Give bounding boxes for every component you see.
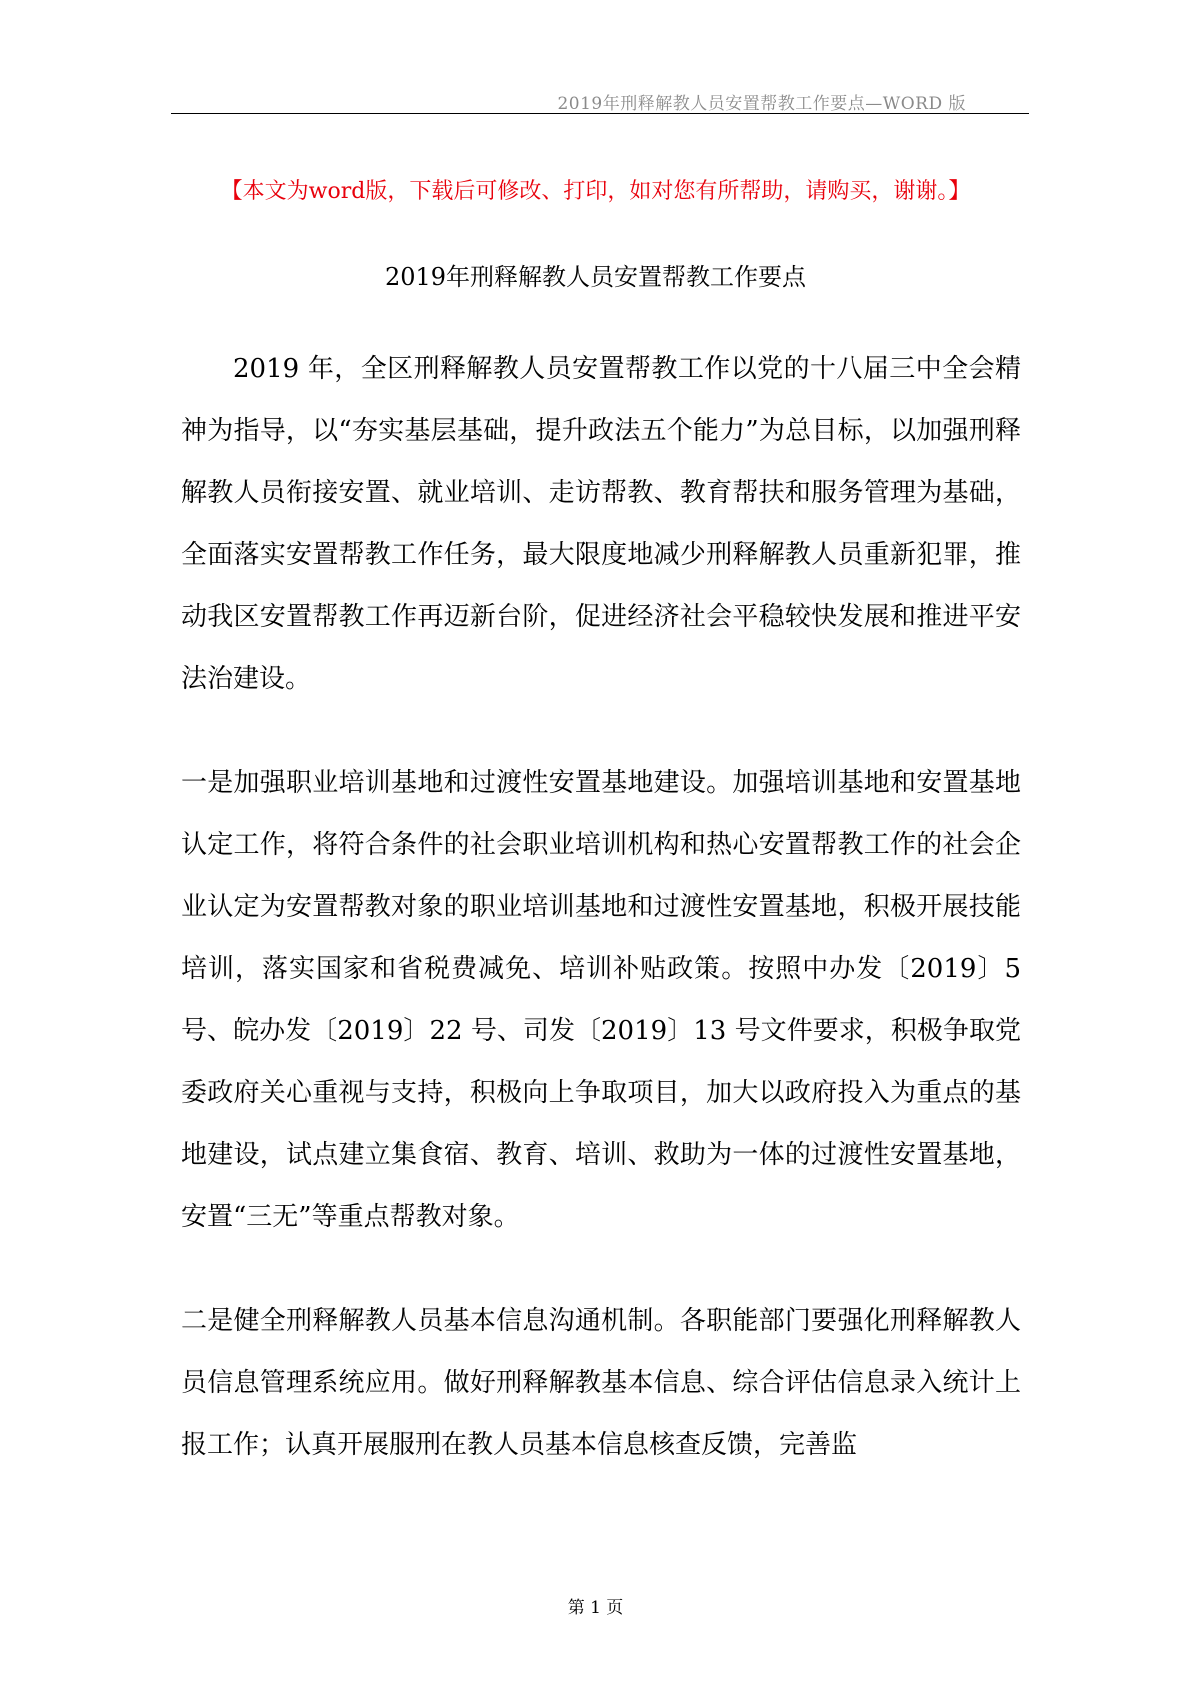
- header-divider: [171, 113, 1029, 114]
- paragraph-point-two: 二是健全刑释解教人员基本信息沟通机制。各职能部门要强化刑释解教人员信息管理系统应用。做好刑释解教基本信息、综合评估信息录入统计上报工作；认真开展服刑在教人员基本信息核查反馈，完善监: [181, 1306, 1021, 1460]
- document-title: 2019年刑释解教人员安置帮教工作要点: [384, 263, 807, 291]
- intro-paragraph: 2019 年，全区刑释解教人员安置帮教工作以党的十八届三中全会精神为指导，以“夯实基层基础，提升政法五个能力”为总目标，以加强刑释解教人员衔接安置、就业培训、走访帮教、教育帮扶和服务管理为基础，全面落实安置帮教工作任务，最大限度地减少刑释解教人员重新犯罪，推动我区安置帮教工作再迈新台阶，促进经济社会平稳较快发展和推进平安法治建设。: [181, 354, 1021, 694]
- paragraph-point-one: 一是加强职业培训基地和过渡性安置基地建设。加强培训基地和安置基地认定工作，将符合条件的社会职业培训机构和热心安置帮教工作的社会企业认定为安置帮教对象的职业培训基地和过渡性安置基地，积极开展技能培训，落实国家和省税费减免、培训补贴政策。按照中办发〔2019〕5 号、皖办发〔2019〕22 号、司发〔2019〕13 号文件要求，积极争取党委政府关心重视与支持，积极向上争取项目，加大以政府投入为重点的基地建设，试点建立集食宿、教育、培训、救助为一体的过渡性安置基地，安置“三无”等重点帮教对象。: [181, 768, 1021, 1232]
- download-notice: 【本文为word版，下载后可修改、打印，如对您有所帮助，请购买，谢谢。】: [220, 179, 971, 204]
- running-header: 2019年刑释解教人员安置帮教工作要点—WORD 版: [557, 94, 966, 114]
- page-number: 第 1 页: [567, 1598, 624, 1618]
